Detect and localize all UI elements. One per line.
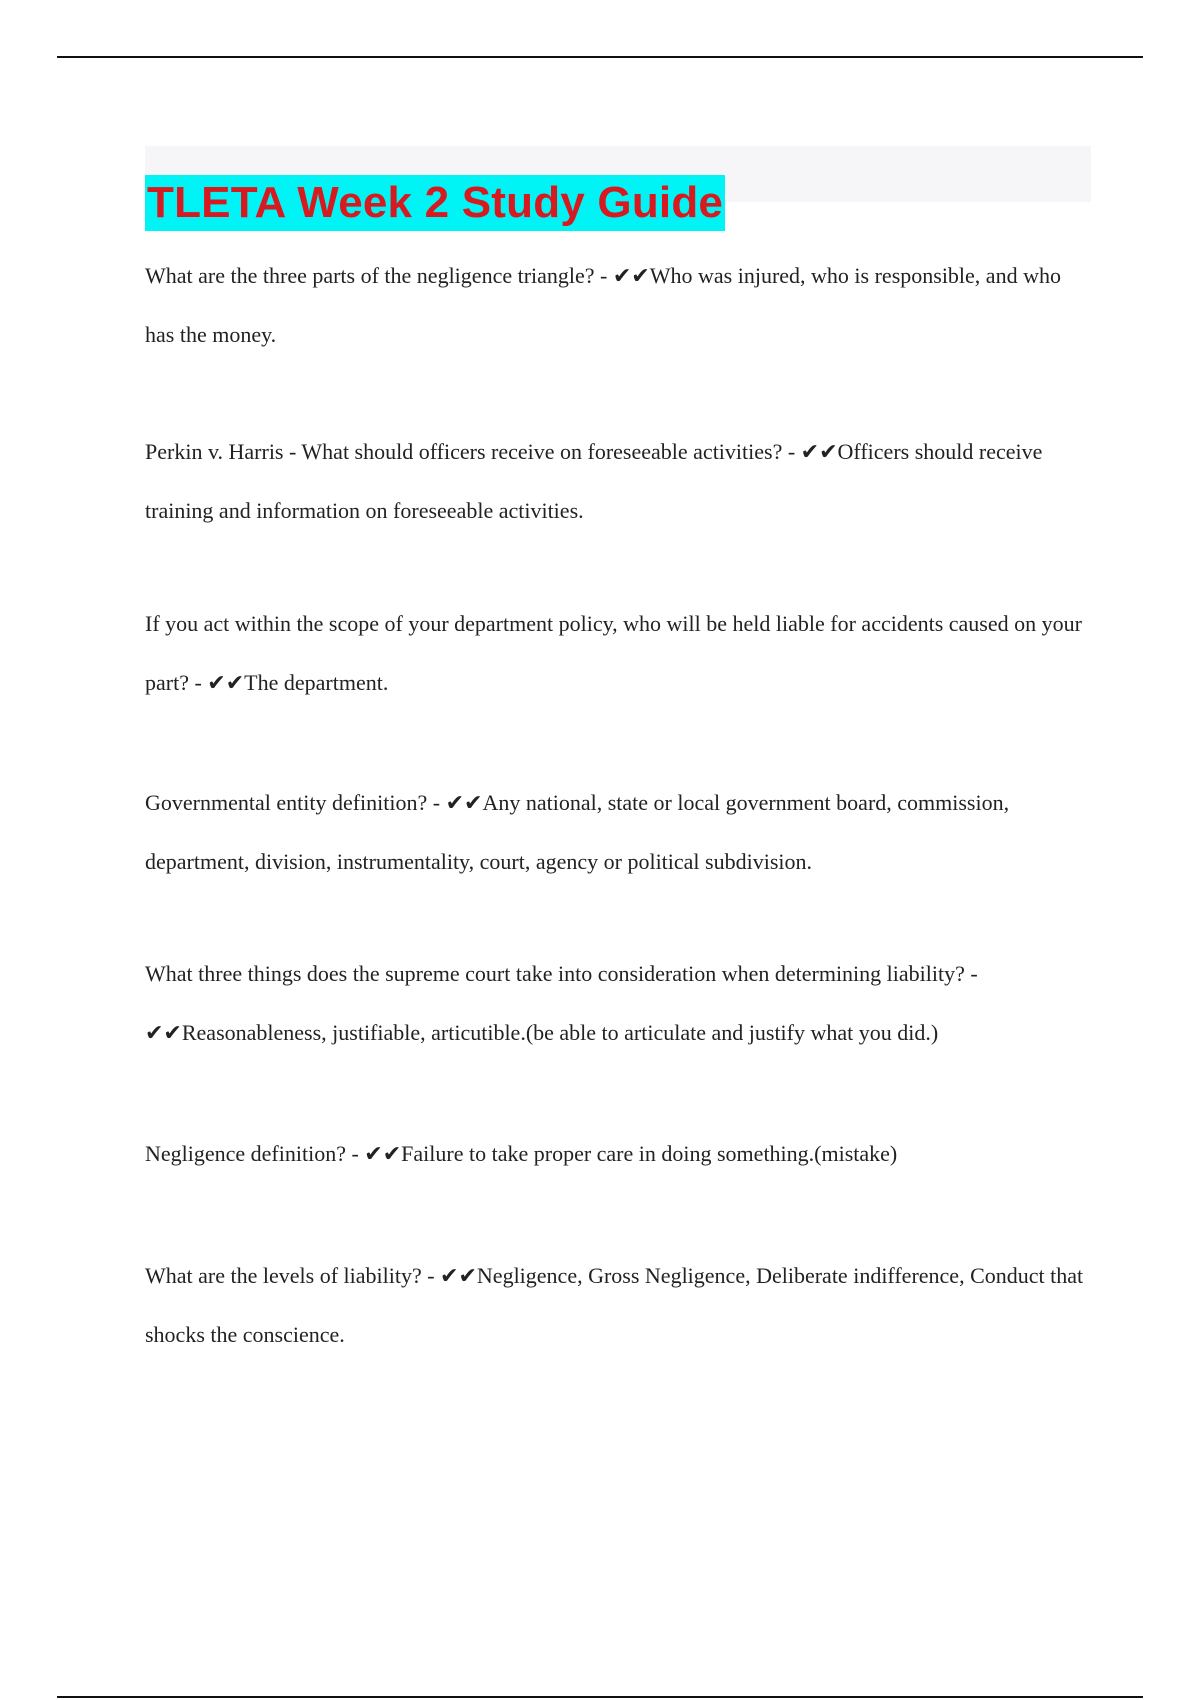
qa-item-1: What are the three parts of the negligence triangle? - ✔✔Who was injured, who is responsible, and who has the money. [145,263,1061,347]
qa-item-7: What are the levels of liability? - ✔✔Negligence, Gross Negligence, Deliberate indifference, Conduct that shocks the conscience. [145,1263,1084,1347]
top-rule [57,56,1143,58]
qa-item-3: If you act within the scope of your department policy, who will be held liable for accidents caused on your part? - ✔✔The department. [145,611,1082,695]
bottom-rule [57,1696,1143,1698]
document-title: TLETA Week 2 Study Guide [145,175,725,231]
qa-item-5: What three things does the supreme court take into consideration when determining liability? - ✔✔Reasonableness, justifiable, articutible.(be able to articulate and justify what you did.) [145,961,978,1045]
qa-item-2: Perkin v. Harris - What should officers receive on foreseeable activities? - ✔✔Officers should receive training and information on foreseeable activities. [145,439,1043,523]
qa-item-6: Negligence definition? - ✔✔Failure to take proper care in doing something.(mistake) [145,1141,898,1166]
qa-item-4: Governmental entity definition? - ✔✔Any national, state or local government board, commission, department, division, instrumentality, court, agency or political subdivision. [145,790,1010,874]
